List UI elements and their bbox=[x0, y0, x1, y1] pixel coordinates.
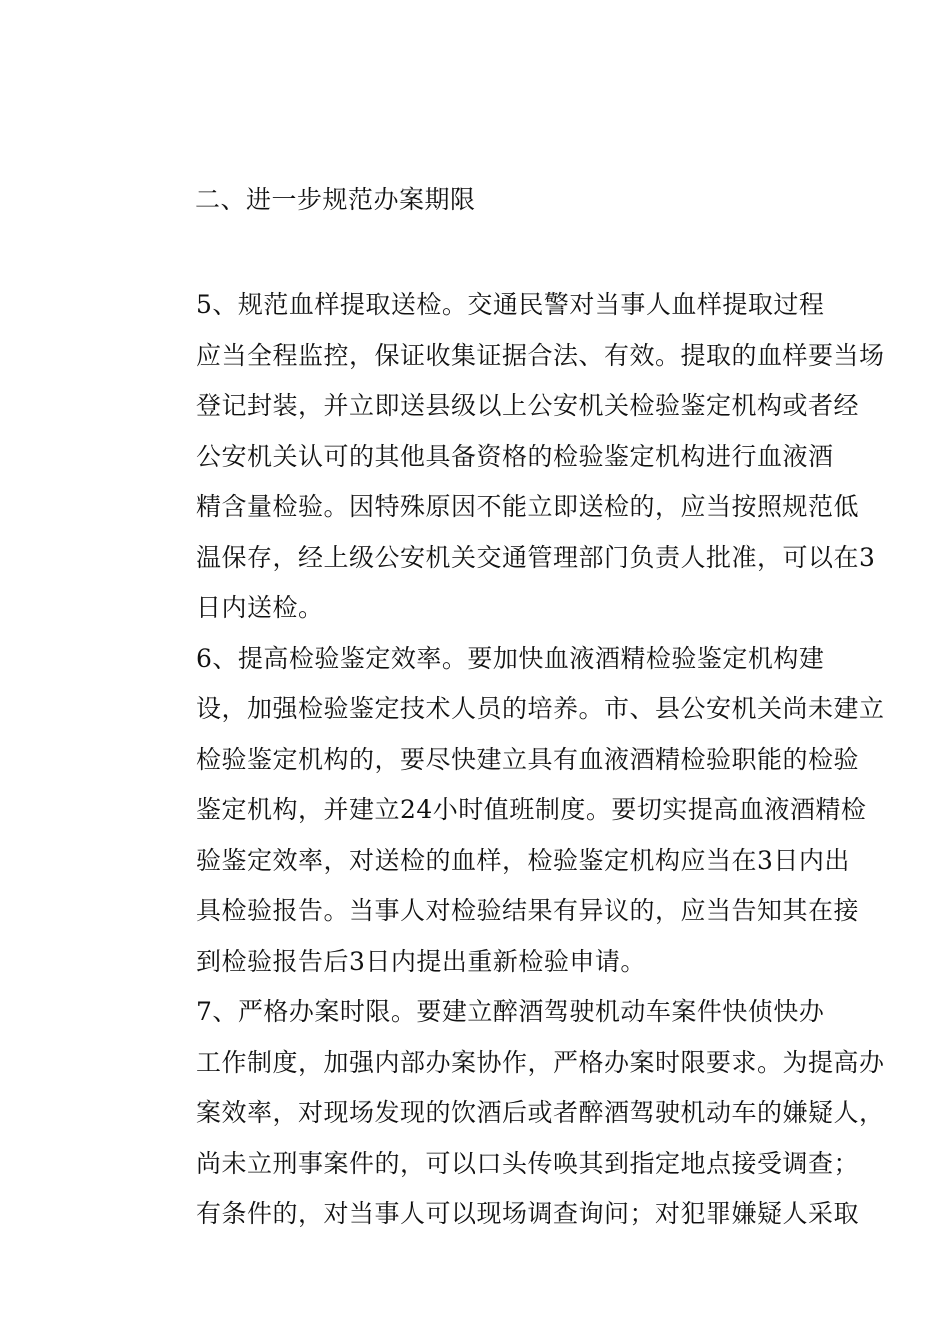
paragraph-5-blood-sample bbox=[147, 280, 885, 634]
text-line: 6、提高检验鉴定效率。要加快血液酒精检验鉴定机构建 bbox=[196, 643, 825, 673]
text-line: 有条件的，对当事人可以现场调查询问；对犯罪嫌疑人采取 bbox=[196, 1199, 860, 1228]
document-body bbox=[147, 280, 885, 1240]
text-line: 具检验报告。当事人对检验结果有异议的，应当告知其在接 bbox=[196, 896, 860, 925]
text-line: 检验鉴定机构的，要尽快建立具有血液酒精检验职能的检验 bbox=[196, 744, 860, 774]
text-line: 工作制度，加强内部办案协作，严格办案时限要求。为提高办 bbox=[196, 1047, 885, 1077]
text-line: 7、严格办案时限。要建立醉酒驾驶机动车案件快侦快办 bbox=[196, 997, 825, 1026]
text-line: 精含量检验。因特殊原因不能立即送检的，应当按照规范低 bbox=[196, 492, 860, 521]
text-line: 到检验报告后3日内提出重新检验申请。 bbox=[196, 946, 646, 976]
text-line: 设，加强检验鉴定技术人员的培养。市、县公安机关尚未建立 bbox=[196, 694, 885, 723]
section-heading: 二、进一步规范办案期限 bbox=[195, 185, 476, 214]
paragraph-7-case-time-limit bbox=[147, 987, 885, 1240]
text-line: 公安机关认可的其他具备资格的检验鉴定机构进行血液酒 bbox=[196, 441, 834, 471]
paragraph-6-test-efficiency bbox=[147, 634, 885, 988]
text-line: 5、规范血样提取送检。交通民警对当事人血样提取过程 bbox=[196, 290, 825, 319]
text-line: 温保存，经上级公安机关交通管理部门负责人批准，可以在3 bbox=[196, 542, 876, 572]
text-line: 验鉴定效率，对送检的血样，检验鉴定机构应当在3日内出 bbox=[196, 845, 850, 875]
text-line: 鉴定机构，并建立24小时值班制度。要切实提高血液酒精检 bbox=[196, 795, 867, 824]
text-line: 尚未立刑事案件的，可以口头传唤其到指定地点接受调查； bbox=[196, 1148, 860, 1178]
text-line: 登记封装，并立即送县级以上公安机关检验鉴定机构或者经 bbox=[196, 391, 860, 420]
text-line: 日内送检。 bbox=[196, 593, 324, 622]
text-line: 应当全程监控，保证收集证据合法、有效。提取的血样要当场 bbox=[196, 340, 885, 370]
text-line: 案效率，对现场发现的饮酒后或者醉酒驾驶机动车的嫌疑人， bbox=[196, 1098, 885, 1127]
